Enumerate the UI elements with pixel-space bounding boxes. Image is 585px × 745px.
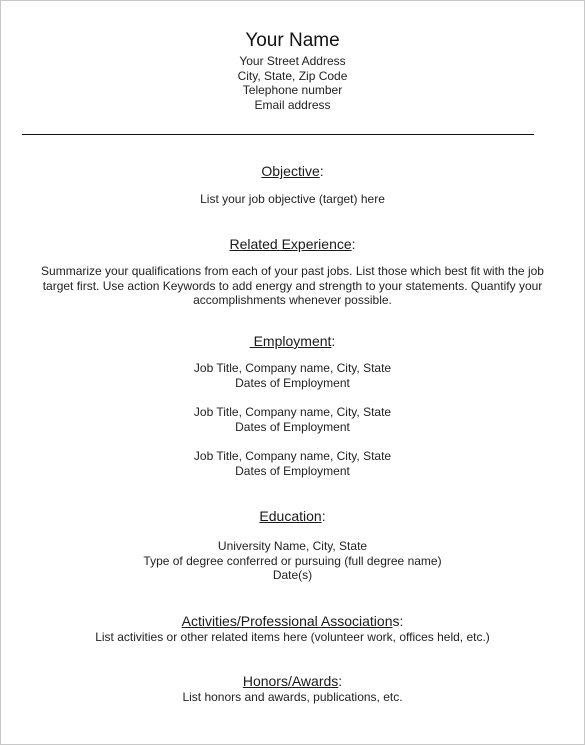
activities-heading-text: Activities/Professional Association: [181, 613, 393, 629]
education-degree: Type of degree conferred or pursuing (full degree name): [143, 553, 442, 568]
experience-heading-text: Related Experience: [229, 236, 352, 252]
education-heading-suffix: :: [321, 508, 326, 524]
honors-heading: [1, 672, 584, 690]
education-section: [1, 507, 584, 583]
education-heading: [1, 507, 584, 525]
honors-text: List honors and awards, publications, etc.: [182, 690, 403, 704]
objective-text: List your job objective (target) here: [200, 192, 385, 206]
job-title: Job Title, Company name, City, State: [193, 361, 392, 375]
education-school: University Name, City, State: [217, 539, 368, 553]
employment-heading-suffix: :: [331, 333, 336, 349]
employment-entry: [1, 405, 584, 434]
honors-heading-text: Honors/Awards: [242, 673, 339, 689]
applicant-name: Your Name: [245, 30, 340, 51]
experience-section: [1, 235, 584, 308]
honors-heading-suffix: :: [338, 673, 343, 689]
objective-heading: [1, 162, 584, 180]
activities-heading: [1, 612, 584, 630]
objective-heading-suffix: :: [319, 163, 324, 179]
resume-header: [1, 30, 584, 112]
telephone-number: Telephone number: [242, 83, 343, 97]
street-address: Your Street Address: [239, 54, 346, 68]
job-dates: Dates of Employment: [235, 419, 350, 434]
job-dates: Dates of Employment: [235, 375, 350, 390]
activities-text: List activities or other related items here (volunteer work, offices held, etc.): [95, 630, 490, 644]
employment-section: [1, 332, 584, 478]
activities-heading-suffix: s:: [392, 613, 404, 629]
objective-heading-text: Objective: [261, 163, 320, 179]
experience-heading: [1, 235, 584, 253]
employment-entry: [1, 449, 584, 478]
experience-text: Summarize your qualifications from each of your past jobs. List those which best fit with the job target first. Use action Keywords to add energy and strength to your statements. Quantify your accomplishments whenever possible.: [41, 264, 544, 307]
employment-heading: [1, 332, 584, 350]
activities-section: [1, 612, 584, 645]
email-address: Email address: [254, 97, 331, 112]
job-title: Job Title, Company name, City, State: [193, 405, 392, 419]
job-title: Job Title, Company name, City, State: [193, 449, 392, 463]
city-state-zip: City, State, Zip Code: [237, 68, 348, 83]
honors-section: [1, 672, 584, 705]
objective-section: [1, 162, 584, 207]
header-divider: [22, 134, 534, 135]
experience-heading-suffix: :: [351, 236, 356, 252]
job-dates: Dates of Employment: [235, 463, 350, 478]
employment-entry: [1, 361, 584, 390]
education-dates: Date(s): [272, 568, 313, 582]
education-heading-text: Education: [259, 508, 322, 524]
employment-heading-text: Employment: [249, 333, 332, 349]
